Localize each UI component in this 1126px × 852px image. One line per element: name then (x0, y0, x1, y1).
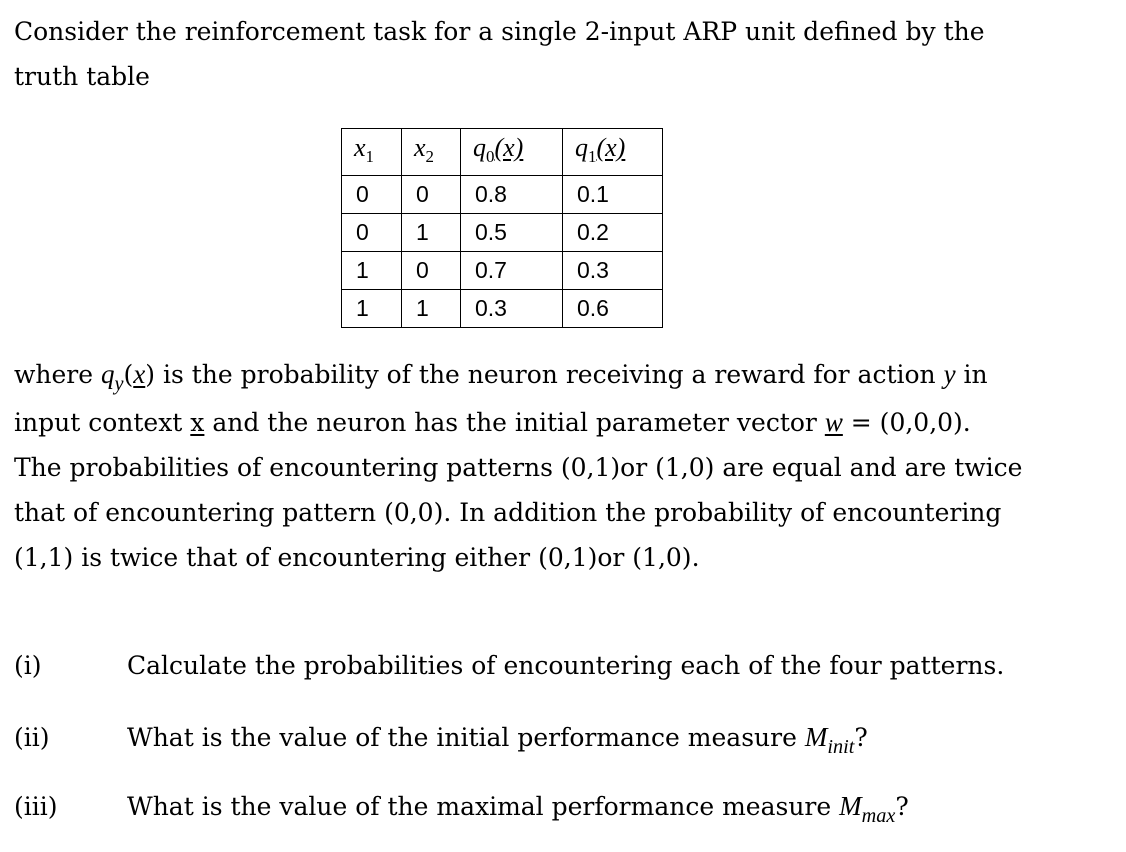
question-text: What is the value of the initial performance measure (127, 723, 805, 752)
table-cell: 1 (402, 289, 461, 327)
q-symbol: $q_y$ (101, 359, 124, 396)
table-cell: 0.2 (563, 213, 663, 251)
truth-table (341, 128, 663, 328)
description-line-2: input context x and the neuron has the initial parameter vector w = (0,0,0). (14, 407, 971, 437)
question-number: (i) (14, 651, 42, 680)
table-cell: 0.8 (461, 175, 563, 213)
table-row (342, 289, 663, 327)
table-cell: 0 (342, 213, 402, 251)
header-x2: $x_2$ (402, 129, 461, 176)
question-3: (iii) What is the value of the maximal performance measure $M_{max}$? (14, 786, 909, 836)
truth-table-header (342, 129, 663, 176)
header-x1: $x_1$ (342, 129, 402, 176)
question-text: What is the value of the maximal performance measure (127, 792, 840, 821)
intro-text: Consider the reinforcement task for a single 2-input A (14, 17, 702, 46)
table-cell: 1 (402, 213, 461, 251)
table-cell: 0.7 (461, 251, 563, 289)
m-init-symbol: $M_{init}$ (804, 722, 855, 759)
w-vector-symbol: w (824, 407, 843, 437)
intro-line-2: truth table (14, 62, 150, 91)
m-max-symbol: $M_{max}$ (839, 791, 896, 828)
table-cell: 0.3 (461, 289, 563, 327)
description-line-3: The probabilities of encountering patterns (0,1)or (1,0) are equal and are twice (14, 453, 1023, 482)
table-cell: 0.6 (563, 289, 663, 327)
table-cell: 1 (342, 251, 402, 289)
x-vector-symbol: x (190, 408, 205, 437)
x-vector-symbol: x (133, 359, 146, 389)
table-cell: 0.5 (461, 213, 563, 251)
question-number: (iii) (14, 792, 58, 821)
table-cell: 0 (402, 251, 461, 289)
question-number: (ii) (14, 723, 50, 752)
table-cell: 0 (342, 175, 402, 213)
intro-line-1 (14, 9, 1114, 54)
table-row (342, 251, 663, 289)
question-2: (ii) What is the value of the initial performance measure $M_{init}$? (14, 717, 868, 767)
unit-name: RP (701, 17, 738, 46)
intro-text-end: unit defined by the (737, 17, 985, 46)
table-cell: 0.1 (563, 175, 663, 213)
table-cell: 1 (342, 289, 402, 327)
description-line-1: where $q_y(x)$ is the probability of the neuron receiving a reward for action y in (14, 359, 988, 396)
description-line-5: (1,1) is twice that of encountering either (0,1)or (1,0). (14, 543, 700, 572)
table-cell: 0.3 (563, 251, 663, 289)
table-cell: 0 (402, 175, 461, 213)
question-text: Calculate the probabilities of encountering each of the four patterns. (127, 651, 1005, 680)
header-q0: $q_0(x)$ (461, 129, 563, 176)
y-symbol: y (943, 359, 956, 389)
table-row (342, 175, 663, 213)
header-q1: $q_1(x)$ (563, 129, 663, 176)
description-line-4: that of encountering pattern (0,0). In addition the probability of encountering (14, 498, 1002, 527)
table-row (342, 213, 663, 251)
question-1 (14, 646, 1004, 686)
